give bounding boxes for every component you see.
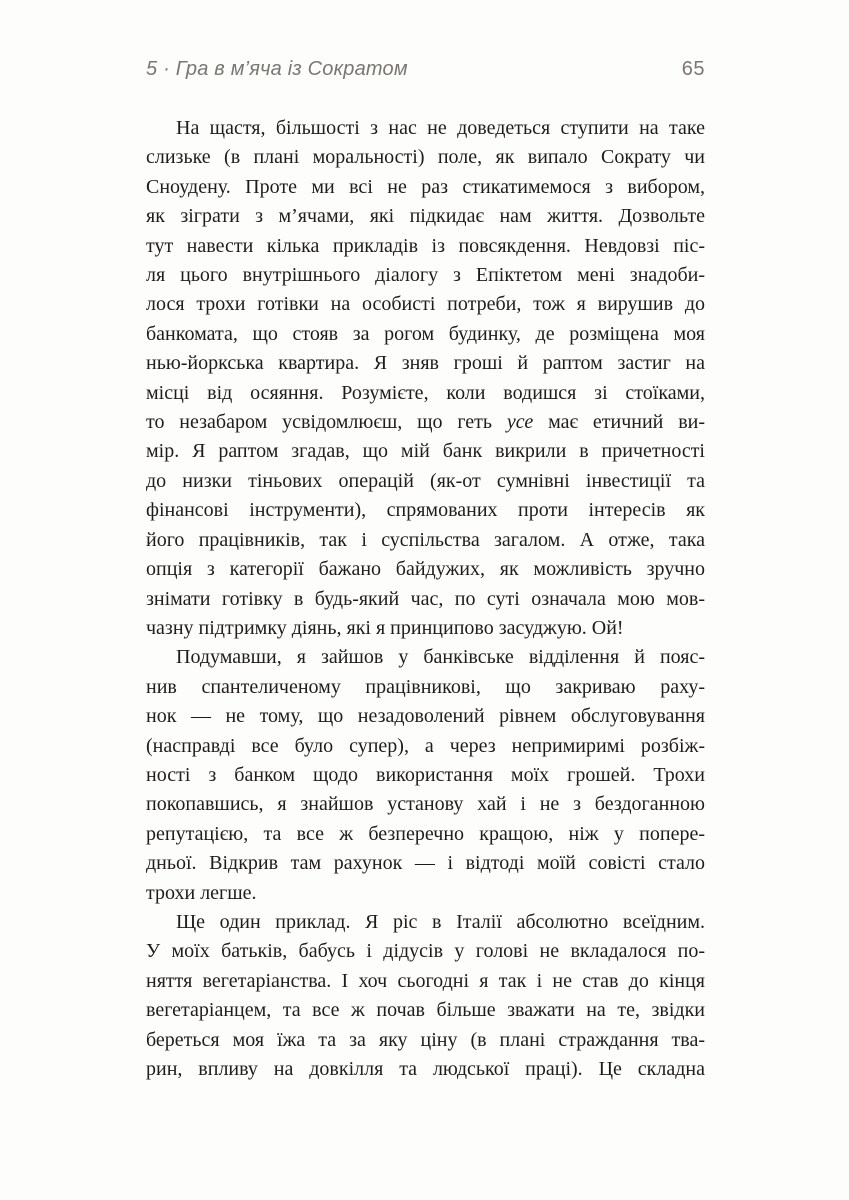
text-line: покопавшись, я знайшов установу хай і не з бездоганною: [146, 793, 705, 816]
text-line: ності з банком щодо використання моїх грошей. Трохи: [146, 763, 705, 786]
text-line: нок — не тому, що незадоволений рівнем обслуговування: [146, 705, 705, 728]
text-line: то незабаром усвідомлюєш, що геть усе має етичний ви-: [146, 411, 705, 434]
text-line: У моїх батьків, бабусь і дідусів у голові не вкладалося по-: [146, 940, 705, 963]
text-line: рин, впливу на довкілля та людської праці). Це складна: [146, 1058, 705, 1080]
running-head: [146, 57, 705, 81]
text-line: трохи легше.: [146, 881, 257, 904]
paragraph: [146, 643, 705, 908]
text-line: слизьке (в плані моральності) поле, як випало Сократу чи: [146, 146, 705, 169]
text-line: нив спантеличеному працівникові, що закриваю раху-: [146, 675, 705, 698]
text-line: дньої. Відкрив там рахунок — і відтоді моїй совісті стало: [146, 852, 705, 875]
text-line: вегетаріанцем, та все ж почав більше зважати на те, звідки: [146, 999, 705, 1022]
text-line: Подумавши, я зайшов у банківське відділення й пояс-: [176, 646, 705, 669]
chapter-title: 5 · Гра в м’яча із Сократом: [146, 58, 408, 80]
text-line: опція з категорії бажано байдужих, як можливість зручно: [146, 558, 705, 581]
paragraph: [146, 114, 705, 643]
text-line: тут навести кілька прикладів із повсякдення. Невдовзі піс-: [146, 234, 705, 257]
text-line: банкомата, що стояв за рогом будинку, де розміщена моя: [146, 322, 705, 345]
text-line: його працівників, так і суспільства загалом. А отже, така: [146, 528, 705, 551]
text-line: репутацією, та все ж безперечно кращою, ніж у попере-: [146, 822, 705, 845]
text-line: чазну підтримку діянь, які я принципово засуджую. Ой!: [146, 616, 624, 639]
text-line: (насправді все було супер), а через непримиримі розбіж-: [146, 734, 705, 757]
text-line: Сноудену. Проте ми всі не раз стикатимемося з вибором,: [146, 175, 705, 198]
page-number: 65: [681, 58, 705, 80]
text-block: [146, 114, 705, 1084]
text-line: місці від осяяння. Розумієте, коли водишся зі стоїками,: [146, 381, 705, 404]
text-line: до низки тіньових операцій (як-от сумнівні інвестиції та: [146, 469, 705, 492]
text-line: ля цього внутрішнього діалогу з Епіктетом мені знадоби-: [146, 264, 705, 287]
text-line: береться моя їжа та за яку ціну (в плані страждання тва-: [146, 1028, 705, 1051]
text-line: Ще один приклад. Я ріс в Італії абсолютно всеїдним.: [176, 910, 705, 933]
text-line: нью-йоркська квартира. Я зняв гроші й раптом застиг на: [146, 352, 705, 375]
text-line: На щастя, більшості з нас не доведеться ступити на таке: [176, 117, 705, 139]
paragraph: [146, 908, 705, 1084]
text-line: як зіграти з м’ячами, які підкидає нам життя. Дозвольте: [146, 205, 705, 228]
text-line: фінансові інструменти), спрямованих проти інтересів як: [146, 499, 705, 522]
text-line: знімати готівку в будь-який час, по суті означала мою мов-: [146, 587, 705, 610]
text-line: няття вегетаріанства. І хоч сьогодні я так і не став до кінця: [146, 969, 705, 992]
text-line: лося трохи готівки на особисті потреби, тож я вирушив до: [146, 293, 705, 316]
text-line: мір. Я раптом згадав, що мій банк викрили в причетності: [146, 440, 705, 463]
